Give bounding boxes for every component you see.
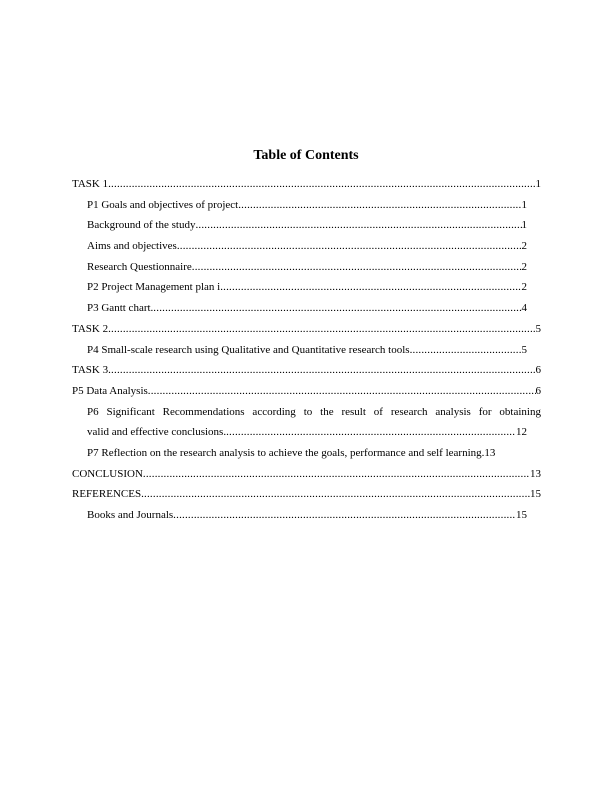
dot-leader <box>195 218 521 232</box>
dot-leader <box>173 508 516 522</box>
toc-entry-label: valid and effective conclusions. <box>87 426 227 438</box>
toc-entry-task-2[interactable] <box>72 322 541 336</box>
toc-entry-p2-plan[interactable] <box>87 280 527 294</box>
toc-entry-label: Aims and objectives <box>87 240 177 252</box>
dot-leader <box>226 425 516 439</box>
dot-leader <box>108 322 535 336</box>
toc-entry-label: P5 Data Analysis <box>72 385 148 397</box>
toc-entry-page: 2 <box>521 240 527 252</box>
toc-entry-books-journals[interactable] <box>87 508 527 522</box>
toc-entry-page: 15 <box>530 488 541 500</box>
toc-entry-p4-research[interactable] <box>87 343 527 357</box>
toc-entry-label: Books and Journals <box>87 509 174 521</box>
dot-leader <box>220 280 521 294</box>
toc-entry-page: 13 <box>530 468 541 480</box>
toc-entry-p5-data-analysis[interactable] <box>72 384 541 398</box>
dot-leader <box>108 177 535 191</box>
toc-entry-label: TASK 3 <box>72 364 109 376</box>
toc-entry-page: 6 <box>535 364 541 376</box>
toc-entry-page: 6 <box>535 385 541 397</box>
toc-entry-conclusion[interactable] <box>72 467 541 481</box>
toc-entry-background[interactable] <box>87 218 527 232</box>
toc-entry-task-3[interactable] <box>72 363 541 377</box>
toc-entry-label: Background of the study <box>87 219 196 231</box>
toc-entry-page: 5 <box>521 344 527 356</box>
toc-entry-label: TASK 2 <box>72 323 109 335</box>
dot-leader <box>108 363 535 377</box>
dot-leader <box>143 467 530 481</box>
toc-entry-page: 13 <box>484 447 496 459</box>
dot-leader <box>238 198 521 212</box>
dot-leader <box>177 239 522 253</box>
toc-entry-p1-goals[interactable] <box>87 198 527 212</box>
toc-entry-label: REFERENCES <box>72 488 142 500</box>
dot-leader <box>141 487 530 501</box>
toc-entry-questionnaire[interactable] <box>87 260 527 274</box>
toc-entry-label: P4 Small-scale research using Qualitative and Quantitative research tools <box>87 344 410 356</box>
toc-entry-page: 15 <box>516 509 527 521</box>
dot-leader <box>148 384 536 398</box>
toc-entry-aims[interactable] <box>87 239 527 253</box>
toc-entry-p6-recommendations[interactable] <box>87 425 527 439</box>
toc-entry-label: TASK 1 <box>72 178 109 190</box>
toc-entry-page: 1 <box>521 199 527 211</box>
toc-entry-label: P1 Goals and objectives of project <box>87 199 239 211</box>
toc-entry-page: 1 <box>521 219 527 231</box>
toc-entry-label: Research Questionnaire <box>87 261 192 273</box>
toc-entry-page: 4 <box>521 302 527 314</box>
toc-entry-page: 1 <box>535 178 541 190</box>
toc-entry-p6-line1[interactable]: P6 Significant Recommendations according to the result of research analysis for obtaining <box>87 406 541 418</box>
toc-entry-references[interactable] <box>72 487 541 501</box>
toc-entry-task-1[interactable] <box>72 177 541 191</box>
toc-entry-p3-gantt[interactable] <box>87 301 527 315</box>
toc-entry-page: 12 <box>516 426 527 438</box>
dot-leader <box>153 301 521 315</box>
dot-leader <box>192 260 522 274</box>
toc-entry-p7-reflection[interactable] <box>87 446 541 460</box>
toc-entry-label: P7 Reflection on the research analysis to achieve the goals, performance and self learning. <box>87 447 485 459</box>
toc-entry-label: P2 Project Management plan i <box>87 281 221 293</box>
dot-leader <box>410 343 522 357</box>
toc-title: Table of Contents <box>253 148 359 163</box>
toc-entry-page: 2 <box>521 261 527 273</box>
toc-entry-page: 5 <box>535 323 541 335</box>
toc-entry-page: 2 <box>521 281 527 293</box>
toc-entry-label: CONCLUSION <box>72 468 143 480</box>
toc-entry-label: P3 Gantt chart. <box>87 302 154 314</box>
